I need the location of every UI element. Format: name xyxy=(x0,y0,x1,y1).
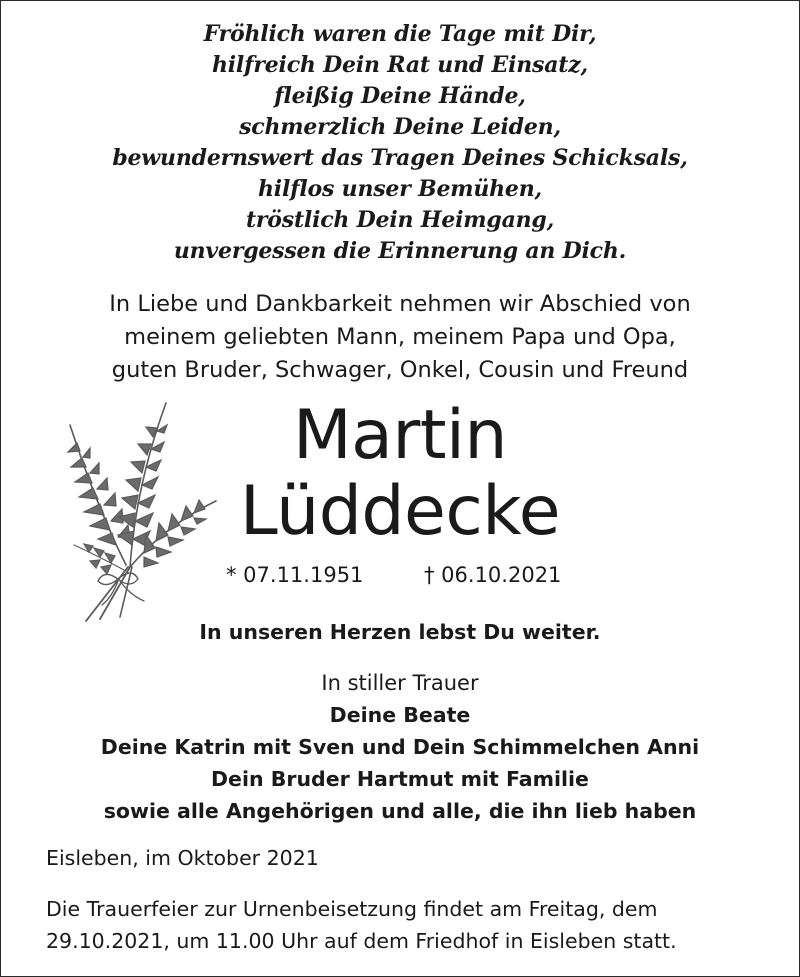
motto: In unseren Herzen lebst Du weiter. xyxy=(199,620,601,644)
first-name: Martin xyxy=(293,396,507,475)
intro-line: meinem geliebten Mann, meinem Papa und Opa, xyxy=(124,324,676,350)
poem-line: hilflos unser Bemühen, xyxy=(258,176,542,202)
deceased-name xyxy=(195,398,605,550)
mourner-name: Deine Katrin mit Sven und Dein Schimmelchen Anni xyxy=(100,735,700,759)
mourner-name: Dein Bruder Hartmut mit Familie xyxy=(211,767,589,791)
birth-date: * 07.11.1951 xyxy=(226,563,364,587)
mourners-block xyxy=(0,667,800,827)
intro-line: In Liebe und Dankbarkeit nehmen wir Abschied von xyxy=(109,291,691,317)
poem-line: Fröhlich waren die Tage mit Dir, xyxy=(203,21,597,47)
service-line: Die Trauerfeier zur Urnenbeisetzung findet am Freitag, dem xyxy=(46,897,658,921)
death-date: † 06.10.2021 xyxy=(424,563,562,587)
funeral-service-info xyxy=(46,893,677,957)
last-name: Lüddecke xyxy=(239,472,561,551)
mourner-name: Deine Beate xyxy=(329,703,471,727)
poem-line: bewundernswert das Tragen Deines Schicksals, xyxy=(112,145,688,171)
memorial-poem xyxy=(0,19,800,267)
place-date: Eisleben, im Oktober 2021 xyxy=(46,846,319,870)
poem-line: fleißig Deine Hände, xyxy=(274,83,526,109)
intro-line: guten Bruder, Schwager, Onkel, Cousin und Freund xyxy=(111,357,689,383)
poem-line: tröstlich Dein Heimgang, xyxy=(245,207,555,233)
poem-line: unvergessen die Erinnerung an Dich. xyxy=(173,238,627,264)
farewell-intro xyxy=(0,288,800,387)
mourning-lead: In stiller Trauer xyxy=(321,671,479,695)
poem-line: schmerzlich Deine Leiden, xyxy=(239,114,561,140)
mourner-name: sowie alle Angehörigen und alle, die ihn lieb haben xyxy=(103,799,697,823)
service-line: 29.10.2021, um 11.00 Uhr auf dem Friedhof in Eisleben statt. xyxy=(46,929,677,953)
poem-line: hilfreich Dein Rat und Einsatz, xyxy=(211,52,589,78)
